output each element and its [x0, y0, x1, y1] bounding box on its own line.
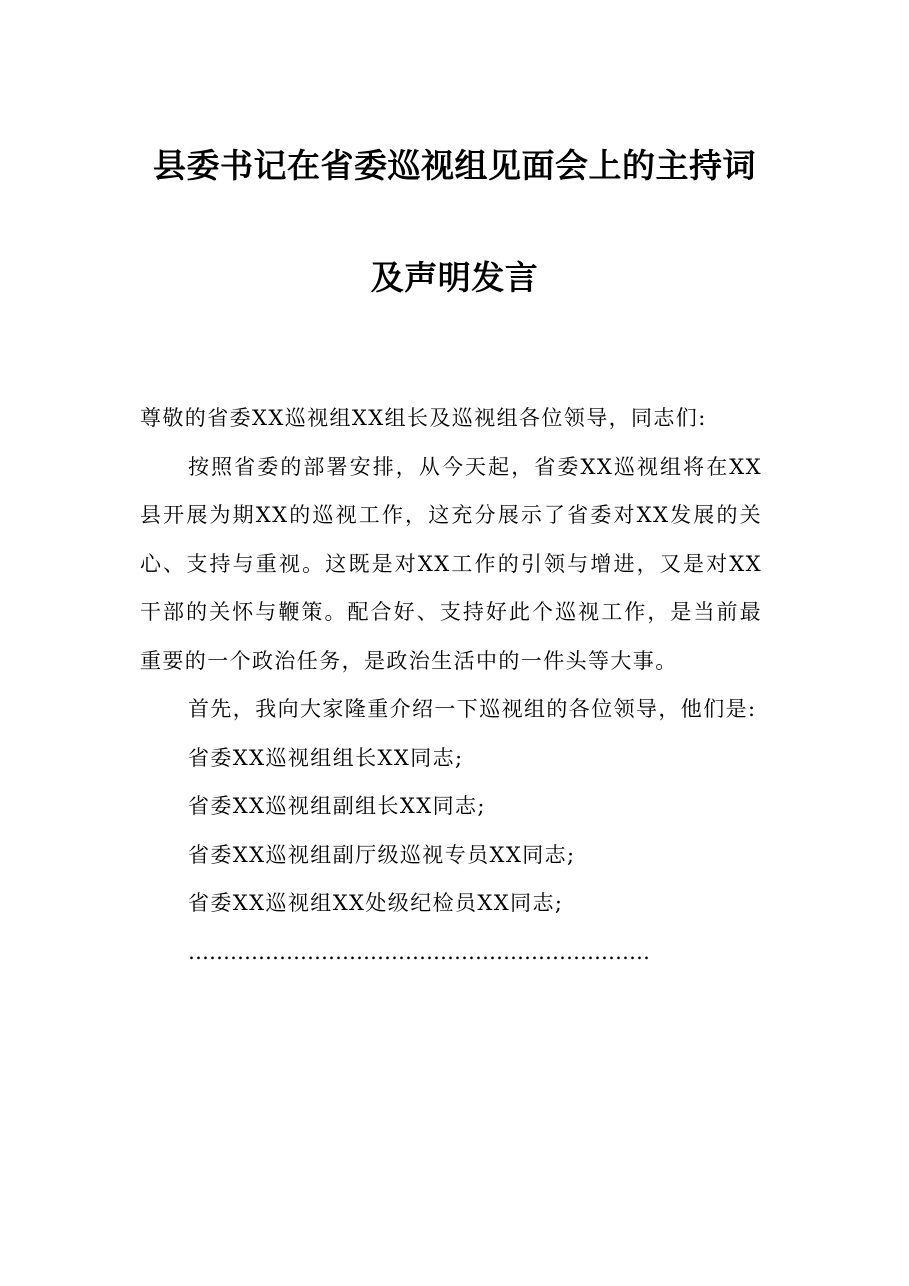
paragraph-introduction-of-leaders: 首先，我向大家隆重介绍一下巡视组的各位领导，他们是: [188, 697, 757, 721]
ellipsis-line: ………………………………………………………… [188, 939, 650, 964]
member-line: 省委XX巡视组组长XX同志; [188, 745, 464, 770]
member-line: 省委XX巡视组副组长XX同志; [188, 794, 486, 818]
paragraph-intro: 按照省委的部署安排，从今天起，省委XX巡视组将在XX县开展为期XX的巡视工作，这充分展示了省委对XX发展的关心、支持与重视。这既是对XX工作的引领与增进，又是对XX干部的关怀与鞭策。配合好、支持好此个巡视工作，是当前最重要的一个政治任务，是政治生活中的一件头等大事。 [140, 454, 762, 673]
document-title-line-2: 及声明发言 [370, 258, 539, 297]
document-body [140, 394, 762, 976]
document-title-line-1: 县委书记在省委巡视组见面会上的主持词 [153, 146, 756, 185]
salutation: 尊敬的省委XX巡视组XX组长及巡视组各位领导，同志们: [140, 406, 707, 430]
member-line: 省委XX巡视组副厅级巡视专员XX同志; [188, 842, 576, 867]
member-line: 省委XX巡视组XX处级纪检员XX同志; [188, 891, 564, 915]
